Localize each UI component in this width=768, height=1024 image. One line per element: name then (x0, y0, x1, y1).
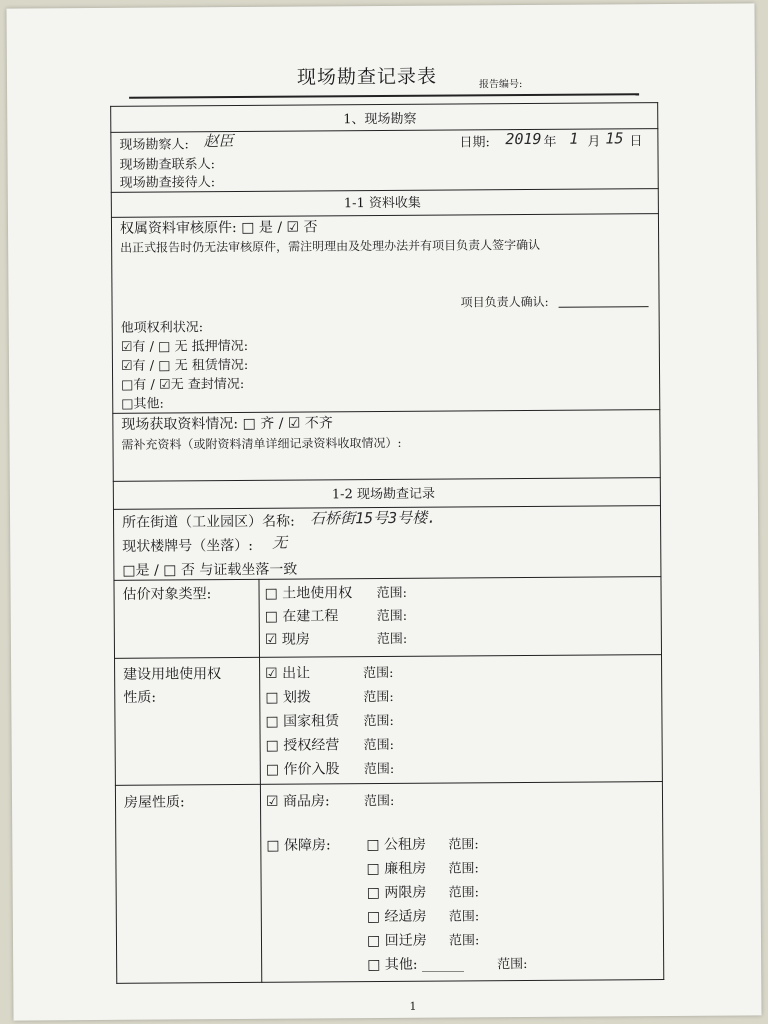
supplement-note: 需补充资料（或附资料清单详细记录资料收取情况）: (121, 435, 402, 452)
scope-label: 范围: (363, 689, 394, 706)
scope-label: 范围: (448, 837, 479, 853)
title-rule (129, 93, 639, 99)
scope-label: 范围: (363, 713, 394, 730)
scope-label: 范围: (497, 957, 528, 973)
row-divider (113, 477, 661, 482)
valuation-type-existing: ☑ 现房 (264, 631, 310, 648)
scope-label: 范围: (448, 861, 479, 877)
street-label: 所在街道（工业园区）名称: (122, 513, 295, 531)
table-border-right (657, 102, 664, 980)
scope-label: 范围: (448, 885, 480, 901)
mortgage-status: ☑有 / □ 无 抵押情况: (120, 338, 249, 355)
house-economic: □ 经适房 (366, 908, 427, 926)
scope-label: 范围: (448, 933, 480, 949)
date-label: 日期: (459, 135, 490, 151)
land-use-transfer: ☑ 出让 (265, 665, 311, 682)
date-month: 1 (569, 129, 579, 148)
page-number: 1 (409, 999, 417, 1013)
surveyor-label: 现场勘察人: (119, 137, 189, 153)
land-use-state-lease: □ 国家租赁 (265, 713, 340, 730)
date-year-unit: 年 (543, 134, 557, 150)
scope-label: 范围: (448, 909, 480, 925)
valuation-type-construction: □ 在建工程 (264, 608, 339, 625)
date-year: 2019 (505, 129, 542, 149)
row-divider (115, 781, 663, 786)
document-page (6, 3, 761, 1020)
table-border-left (110, 106, 117, 984)
subsection-1-1-heading: 1-1 资料收集 (343, 195, 421, 212)
house-relocation: □ 回迁房 (366, 932, 427, 950)
house-price-limited: □ 两限房 (366, 884, 427, 902)
street-value: 石桥街15号3号楼. (309, 508, 437, 528)
other-status: □其他: (121, 396, 164, 412)
lease-status: ☑有 / □ 无 租赁情况: (120, 357, 249, 374)
row-divider (112, 409, 660, 414)
location-consistency: □是 / □ 否 与证载坐落一致 (122, 561, 298, 579)
land-use-equity: □ 作价入股 (265, 761, 340, 778)
scope-label: 范围: (376, 585, 408, 602)
valuation-type-label: 估价对象类型: (122, 586, 212, 603)
land-use-right-label: 建设用地使用权 (123, 666, 222, 683)
building-number-label: 现状楼牌号（坐落）: (122, 537, 254, 555)
ownership-note: 出正式报告时仍无法审核原件，需注明理由及处理办法并有项目负责人签字确认 (120, 237, 541, 255)
scope-label: 范围: (376, 608, 408, 625)
building-number-value: 无 (272, 533, 288, 552)
house-affordable: □ 保障房: (266, 837, 331, 854)
scope-label: 范围: (363, 737, 395, 754)
page-title: 现场勘查记录表 (296, 65, 438, 89)
house-public-rental: □ 公租房 (366, 836, 427, 854)
scope-label: 范围: (363, 665, 394, 682)
scope-label: 范围: (376, 631, 408, 648)
section-1-heading: 1、现场勘察 (343, 111, 417, 128)
other-rights-label: 他项权利状况: (120, 320, 204, 336)
seizure-status: □有 / ☑无 查封情况: (121, 376, 245, 393)
date-day: 15 (605, 129, 624, 148)
scope-label: 范围: (363, 793, 395, 810)
contact-label: 现场勘查联系人: (119, 157, 216, 173)
land-use-nature-label: 性质: (123, 689, 157, 706)
row-divider (111, 213, 659, 218)
house-nature-label: 房屋性质: (123, 794, 185, 811)
site-docs-status: 现场获取资料情况: □ 齐 / ☑ 不齐 (121, 415, 333, 433)
pm-signature-line (559, 306, 649, 308)
house-other: □ 其他: ______ (367, 956, 465, 974)
house-commercial: ☑ 商品房: (265, 793, 330, 810)
label-column-divider (258, 579, 262, 983)
valuation-type-land: □ 土地使用权 (264, 585, 353, 602)
ownership-review: 权属资料审核原件: □ 是 / ☑ 否 (119, 219, 318, 237)
report-number-label: 报告编号: (478, 79, 523, 91)
house-low-rent: □ 廉租房 (366, 860, 427, 878)
table-border-bottom (116, 979, 664, 984)
land-use-authorized: □ 授权经营 (265, 737, 340, 754)
subsection-1-2-heading: 1-2 现场勘查记录 (331, 486, 436, 503)
row-divider (114, 654, 662, 659)
land-use-allocation: □ 划拨 (265, 689, 312, 706)
date-day-unit: 日 (629, 134, 643, 150)
surveyor-signature: 赵臣 (203, 132, 234, 151)
table-border-top (110, 102, 658, 107)
pm-confirm-label: 项目负责人确认: (460, 294, 549, 310)
date-month-unit: 月 (587, 134, 601, 150)
receiver-label: 现场勘查接待人: (119, 175, 216, 191)
scope-label: 范围: (363, 761, 395, 778)
